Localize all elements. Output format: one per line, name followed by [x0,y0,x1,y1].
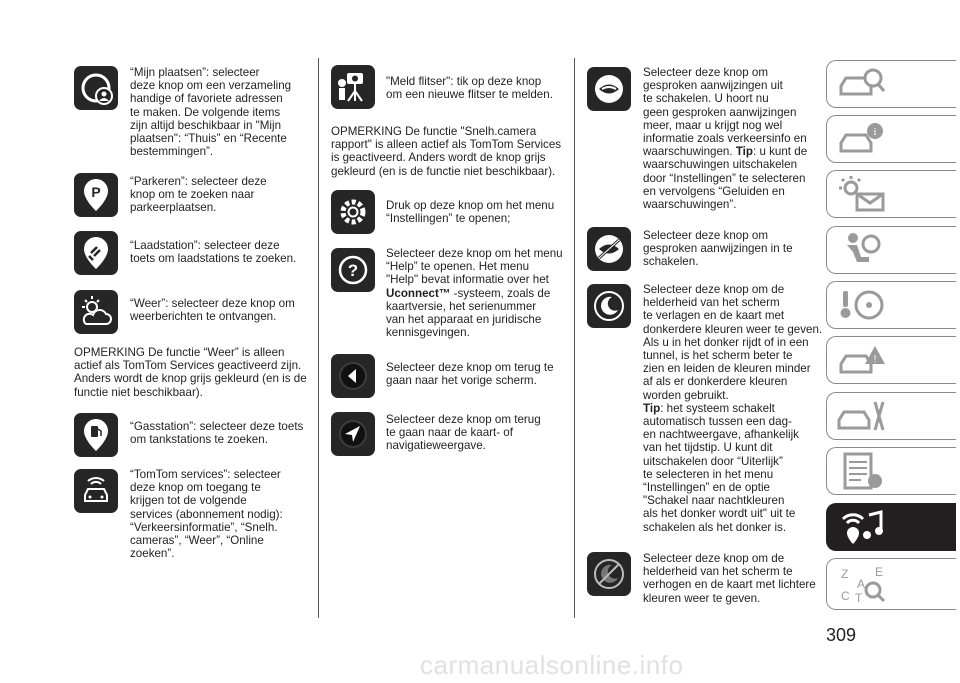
column-divider-2 [574,58,575,618]
column-divider-1 [318,58,319,618]
car-info-icon [837,119,887,159]
gas-station-text: “Gasstation”: selecteer deze toets om tankstations te zoeken. [130,420,304,447]
night-mode-icon [587,284,631,328]
speed-camera-report-icon [331,65,375,109]
car-tools-icon [837,396,887,436]
gas-station-icon [74,413,118,457]
index-letter-t: T [855,591,863,604]
back-text: Selecteer deze knop om terug te gaan naar het vorige scherm. [386,361,554,388]
svg-text:?: ? [347,261,359,280]
tab-maintenance[interactable] [826,392,956,440]
tab-safety[interactable] [826,226,956,274]
parking-text: “Parkeren”: selecteer deze knop om te zoeken naar parkeerplaatsen. [130,175,267,215]
tab-starting-driving[interactable] [826,281,956,329]
airbag-person-icon [837,230,887,270]
index-letter-c: C [841,589,850,603]
tab-technical-data[interactable] [826,447,956,495]
multimedia-music-icon [837,507,887,547]
night-mode-text: Selecteer deze knop om de helderheid van het scherm te verlagen en de kaart met donkerdere kleuren weer te geven. Als u in het donker rijdt of in een tunnel, is het scherm beter te zien en leiden de kleuren minder af als er donkerdere kleuren worden gebruikt. Tip: het systeem schakelt automatisch tussen een dag- en nachtweergave, afhankelijk van het tijdstip. U kunt dit uitschakelen door “Uiterlijk” te selecteren in het menu “Instellingen” en de optie "Schakel naar nachtkleuren als het donker wordt uit" uit te schakelen als het donker is. [643,283,823,534]
weather-text: “Weer”: selecteer deze knop om weerberichten te ontvangen. [130,297,295,324]
warning-light-icon [837,174,887,214]
tomtom-services-icon [74,469,118,513]
speed-camera-note: OPMERKING De functie "Snelh.camera rapport" is alleen actief als TomTom Services is geactiveerd. Anders wordt de knop grijs gekleurd (en is de functie niet beschikbaar). [331,125,562,178]
settings-icon [331,190,375,234]
index-letter-z: Z [841,567,849,581]
svg-text:i: i [873,126,877,138]
weather-icon [74,290,118,334]
charging-station-icon [74,231,118,275]
my-places-icon [74,66,118,110]
tab-emergency[interactable] [826,336,956,384]
help-icon [331,248,375,292]
tip-label-1: Tip [735,145,753,159]
day-mode-text: Selecteer deze knop om de helderheid van het scherm te verhogen en de kaart met lichtere kleuren weer te geven. [643,552,816,605]
parking-icon [74,173,118,217]
uconnect-brand: Uconnect™ [386,286,451,300]
settings-text: Druk op deze knop om het menu “Instellingen” te openen; [386,199,555,226]
voice-on-icon [587,227,631,271]
page-number: 309 [826,625,857,645]
tab-vehicle-info[interactable] [826,115,956,163]
tip-label-2: Tip [643,401,661,415]
help-text: Selecteer deze knop om het menu “Help” te openen. Het menu "Help" bevat informatie over het Uconnect™ -systeem, zoals de kaartversie, het serienummer van het apparaat en juridische kennisgevingen. [386,247,563,340]
tomtom-services-text: “TomTom services”: selecteer deze knop om toegang te krijgen tot de volgende services (abonnement nodig): “Verkeersinformatie”, “Snelh. cameras”, “Weer”, “Online zoeken”. [130,468,283,561]
back-icon [331,354,375,398]
charging-station-text: “Laadstation”: selecteer deze toets om laadstations te zoeken. [130,239,297,266]
watermark: carmanualsonline.info [420,650,684,680]
index-letter-e: E [875,565,884,579]
back-to-map-text: Selecteer deze knop om terug te gaan naar de kaart- of navigatieweergave. [386,413,541,453]
tab-multimedia[interactable] [826,503,956,551]
tab-lights-messages[interactable] [826,170,956,218]
back-to-map-icon [331,412,375,456]
weather-note: OPMERKING De functie “Weer” is alleen actief als TomTom Services geactiveerd zijn. Anders wordt de knop grijs gekleurd (en is de functie niet beschikbaar). [74,346,307,399]
speed-camera-report-text: "Meld flitser": tik op deze knop om een nieuwe flitser te melden. [386,75,553,102]
car-warning-icon [837,340,887,380]
my-places-text: “Mijn plaatsen”: selecteer deze knop om een verzameling handige of favoriete adressen te maken. De volgende items zijn altijd beschikbaar in "Mijn plaatsen": “Thuis” en “Recente bestemmingen”. [130,66,292,159]
alphabet-index-icon [837,564,887,604]
day-mode-icon [587,552,631,596]
svg-text:P: P [91,184,101,200]
voice-off-icon [587,67,631,111]
tab-dashboard[interactable] [826,60,956,108]
voice-off-text: Selecteer deze knop om gesproken aanwijzingen uit te schakelen. U hoort nu geen gesproken aanwijzingen meer, maar u krijgt nog wel informatie zoals verkeersinfo en waarschuwingen. Tip: u kunt de waarschuwingen uitschakelen door “Instellingen” te selecteren en vervolgens “Geluiden en waarschuwingen”. [643,66,808,212]
svg-text:!: ! [873,354,877,365]
car-search-icon [837,64,887,104]
index-letter-a: A [857,577,866,591]
document-icon [837,451,887,491]
steering-wheel-icon [837,285,887,325]
voice-on-text: Selecteer deze knop om gesproken aanwijzingen in te schakelen. [643,229,793,269]
tab-index[interactable] [826,558,956,610]
